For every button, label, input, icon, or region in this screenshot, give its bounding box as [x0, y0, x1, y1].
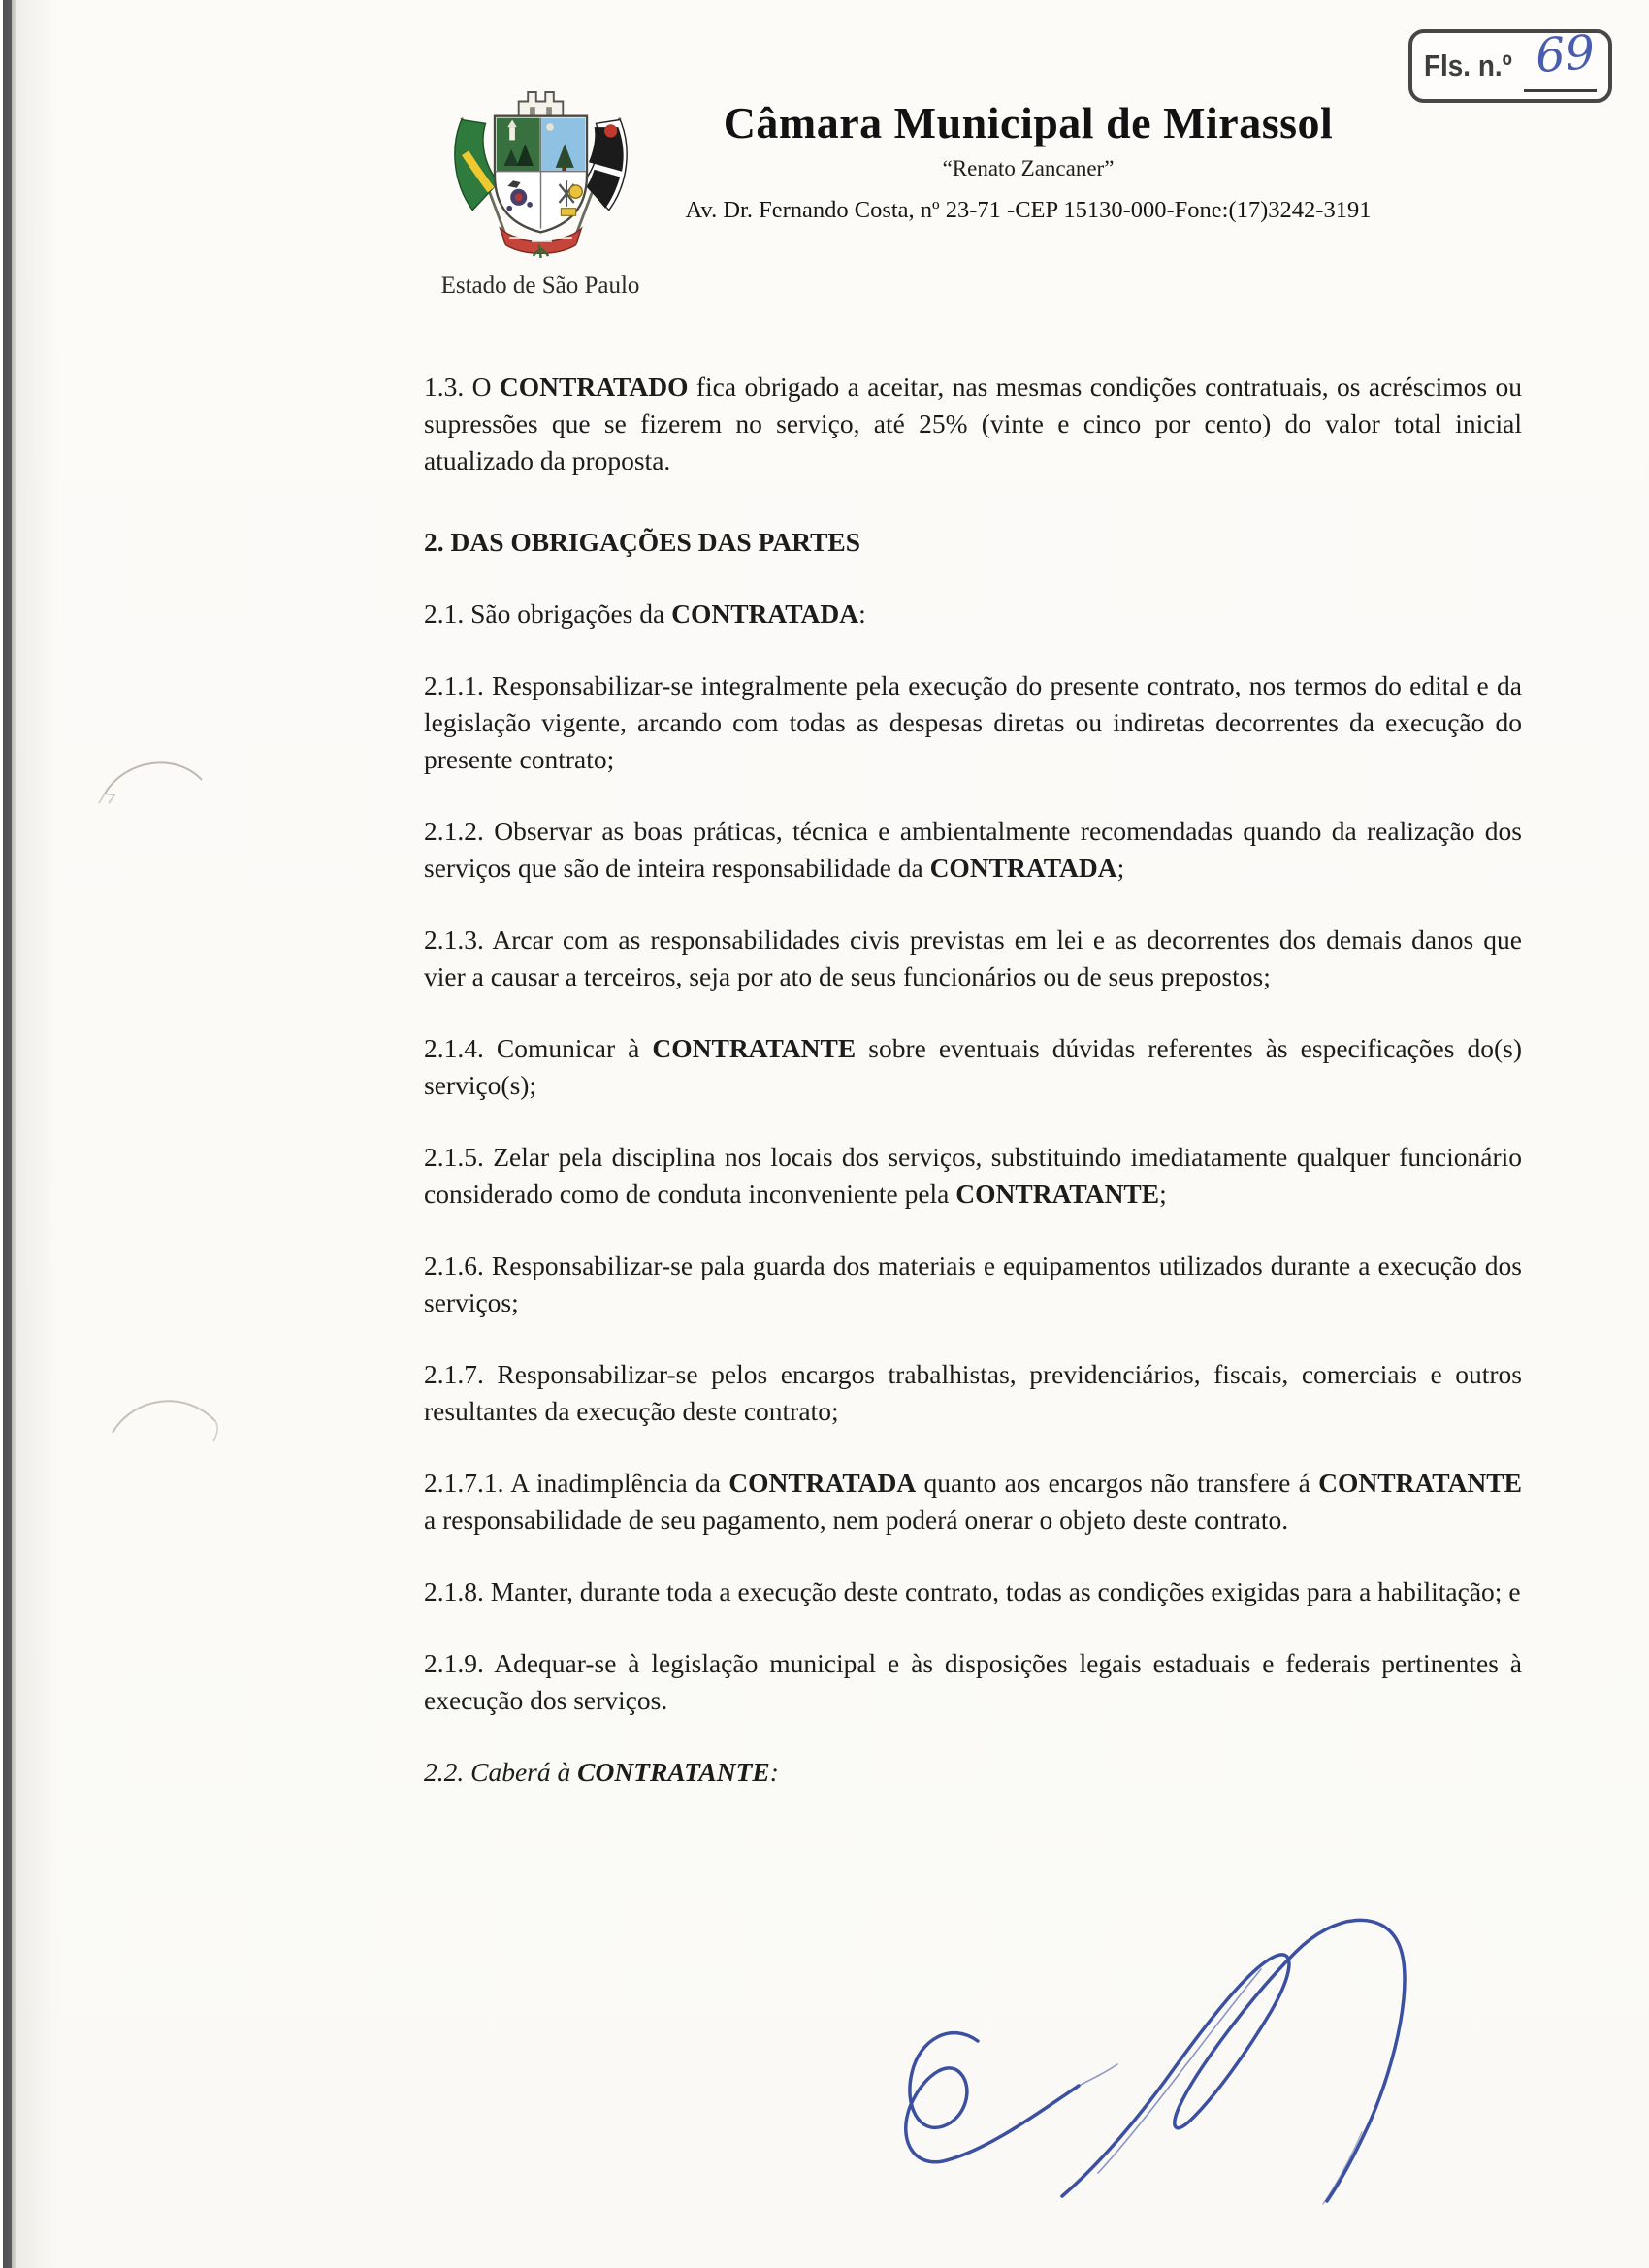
- organization-title: Câmara Municipal de Mirassol: [723, 98, 1334, 147]
- state-caption: Estado de São Paulo: [440, 273, 640, 299]
- paragraph: 2.1.1. Responsabilizar-se integralmente pela execução do presente contrato, nos termos do edital e da legislação vigente, arcando com todas as despesas diretas ou indiretas decorrentes da execução do presente contrato;: [424, 670, 1522, 774]
- contract-body: [424, 369, 1522, 1826]
- paragraph: 2.1.7. Responsabilizar-se pelos encargos trabalhistas, previdenciários, fiscais, comerciais e outros resultantes da execução deste contrato;: [424, 1359, 1522, 1426]
- paragraph: 2.1.4. Comunicar à CONTRATANTE sobre eventuais dúvidas referentes às especificações do(s) serviço(s);: [424, 1033, 1522, 1100]
- paragraph: 2.1.7.1. A inadimplência da CONTRATADA quanto aos encargos não transfere á CONTRATANTE a responsabilidade de seu pagamento, nem poderá onerar o objeto deste contrato.: [424, 1468, 1522, 1535]
- stamp-label: Fls. n.º: [1424, 49, 1512, 82]
- paragraph: 2.1.8. Manter, durante toda a execução deste contrato, todas as condições exigidas para a habilitação; e: [424, 1576, 1521, 1606]
- section-heading: 2. DAS OBRIGAÇÕES DAS PARTES: [424, 527, 861, 557]
- scan-artifact-mark: [87, 747, 223, 815]
- paragraph: 2.2. Caberá à CONTRATANTE:: [424, 1757, 779, 1787]
- handwritten-page-number: 69: [1534, 24, 1597, 83]
- paragraph: 2.1.5. Zelar pela disciplina nos locais dos serviços, substituindo imediatamente qualquer funcionário considerado como de conduta inconveniente pela CONTRATANTE;: [424, 1142, 1522, 1209]
- paragraph: 2.1.2. Observar as boas práticas, técnica e ambientalmente recomendadas quando da realização dos serviços que são de inteira responsabilidade da CONTRATADA;: [424, 816, 1522, 883]
- page-number-stamp: [1408, 24, 1612, 103]
- paragraph: 2.1. São obrigações da CONTRATADA:: [424, 599, 866, 629]
- organization-subtitle: “Renato Zancaner”: [942, 156, 1115, 180]
- paragraph: 2.1.3. Arcar com as responsabilidades civis previstas em lei e as decorrentes dos demais danos que vier a causar a terceiros, seja por ato de seus funcionários ou de seus prepostos;: [424, 924, 1522, 991]
- scan-artifact-mark: [97, 1382, 242, 1460]
- handwritten-signature: [854, 1913, 1445, 2233]
- letterhead: [601, 97, 1455, 224]
- paragraph: 2.1.9. Adequar-se à legislação municipal e às disposições legais estaduais e federais pertinentes à execução dos serviços.: [424, 1648, 1522, 1715]
- stamp-underline: [1524, 24, 1597, 92]
- paragraph: 2.1.6. Responsabilizar-se pala guarda dos materiais e equipamentos utilizados durante a execução dos serviços;: [424, 1250, 1522, 1317]
- organization-address: Av. Dr. Fernando Costa, nº 23-71 -CEP 15130-000-Fone:(17)3242-3191: [685, 197, 1372, 223]
- scanner-edge-shadow: [0, 0, 58, 2268]
- paragraph: 1.3. O CONTRATADO fica obrigado a aceitar, nas mesmas condições contratuais, os acréscimos ou supressões que se fizerem no serviço, até 25% (vinte e cinco por cento) do valor total inicial atualizado da proposta.: [424, 372, 1522, 475]
